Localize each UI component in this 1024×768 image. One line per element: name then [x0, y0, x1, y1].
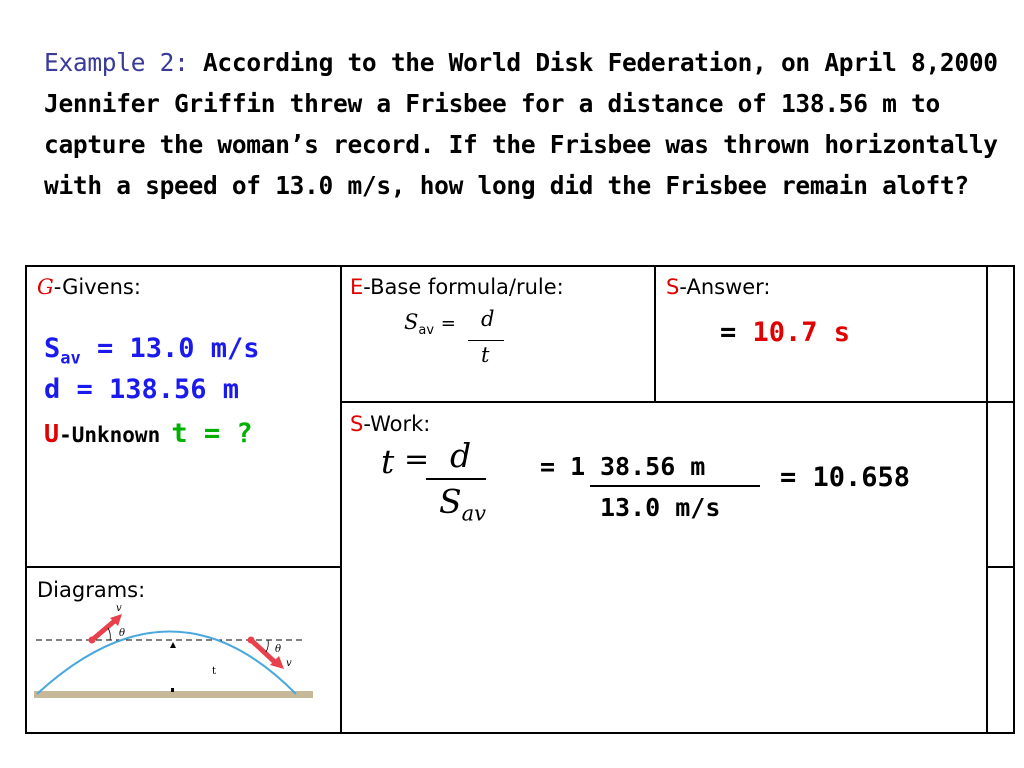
work-sub-fraction-bar — [590, 485, 760, 487]
table-left-border — [25, 265, 27, 734]
table-right-border — [1013, 265, 1015, 734]
unknown-value: t = ? — [171, 418, 253, 449]
answer-letter: S — [666, 275, 680, 299]
work-sub-numerator: 38.56 m — [600, 452, 706, 481]
theta-arc-left — [108, 628, 110, 640]
equation-label: -Base formula/rule: — [363, 275, 564, 299]
landing-level-point — [248, 637, 255, 644]
givens-letter: G — [37, 275, 54, 299]
apex-marker — [170, 642, 176, 648]
trajectory-arc — [37, 632, 296, 695]
velocity-label-bottom: v — [286, 658, 292, 669]
givens-speed — [44, 333, 260, 368]
formula-fraction-bar — [468, 340, 504, 341]
unknown-label: -Unknown — [59, 423, 161, 447]
sav-subscript: av — [60, 348, 81, 369]
sav-value: = 13.0 m/s — [80, 333, 260, 364]
col-divider-2 — [654, 265, 656, 402]
col-divider-3 — [986, 265, 988, 734]
table-top-border — [25, 265, 1015, 267]
theta-label-top: θ — [119, 628, 126, 639]
problem-statement — [44, 42, 1004, 206]
givens-header — [37, 275, 141, 299]
col-divider-1 — [340, 265, 342, 734]
example-colon: : — [174, 48, 189, 77]
work-t: t — [381, 442, 395, 481]
work-header — [350, 412, 430, 436]
answer-label: -Answer: — [679, 275, 771, 299]
answer-value: 10.7 s — [752, 317, 851, 348]
example-label: Example 2 — [44, 48, 175, 77]
answer-header — [666, 275, 771, 299]
work-denominator-sub: av — [461, 501, 486, 526]
row-divider-2-left — [25, 566, 342, 568]
work-result: = 10.658 — [780, 462, 911, 493]
answer-result — [720, 317, 850, 348]
diagram-header: Diagrams: — [37, 578, 146, 602]
velocity-label-top: v — [116, 603, 122, 614]
time-label: t — [212, 666, 217, 677]
base-formula — [404, 310, 456, 338]
equation-header — [350, 275, 564, 299]
unknown-letter: U — [44, 419, 60, 448]
theta-arc-right — [266, 640, 268, 652]
formula-equals: = — [440, 313, 456, 334]
work-equals: = — [404, 442, 430, 477]
formula-lhs-sub: av — [418, 323, 435, 339]
formula-numerator: d — [481, 307, 495, 331]
row-divider-2-right — [986, 566, 1015, 568]
equation-letter: E — [350, 275, 364, 299]
theta-label-bottom: θ — [275, 644, 282, 655]
givens-unknown — [44, 418, 253, 449]
work-denominator — [439, 482, 486, 526]
work-sub-denominator: 13.0 m/s — [600, 493, 721, 522]
formula-denominator: t — [481, 343, 490, 367]
givens-distance: d = 138.56 m — [44, 374, 240, 405]
work-numerator-d: d — [450, 436, 472, 475]
launch-point — [89, 637, 96, 644]
problem-text: According to the World Disk Federation, on April 8,2000 Jennifer Griffin threw a Frisbee for a distance of 138.56 m to capture the woman’s record. If the Frisbee was thrown horizontally with a speed of 13.0 m/s, how long did the Frisbee remain aloft? — [44, 48, 998, 200]
givens-label: -Givens: — [53, 275, 141, 299]
ground — [34, 691, 313, 698]
work-denominator-symbol: S — [439, 482, 462, 521]
work-sub-equals: = 1 — [540, 452, 586, 481]
row-divider-1 — [340, 401, 1015, 403]
work-label: -Work: — [363, 412, 431, 436]
work-fraction-bar — [426, 478, 486, 480]
sav-symbol: S — [44, 333, 61, 364]
projectile-diagram — [34, 602, 314, 702]
formula-lhs-symbol: S — [404, 310, 419, 334]
answer-equals: = — [720, 317, 737, 348]
table-bottom-border — [25, 732, 1015, 734]
ground-marker — [171, 688, 174, 692]
work-letter: S — [350, 412, 364, 436]
